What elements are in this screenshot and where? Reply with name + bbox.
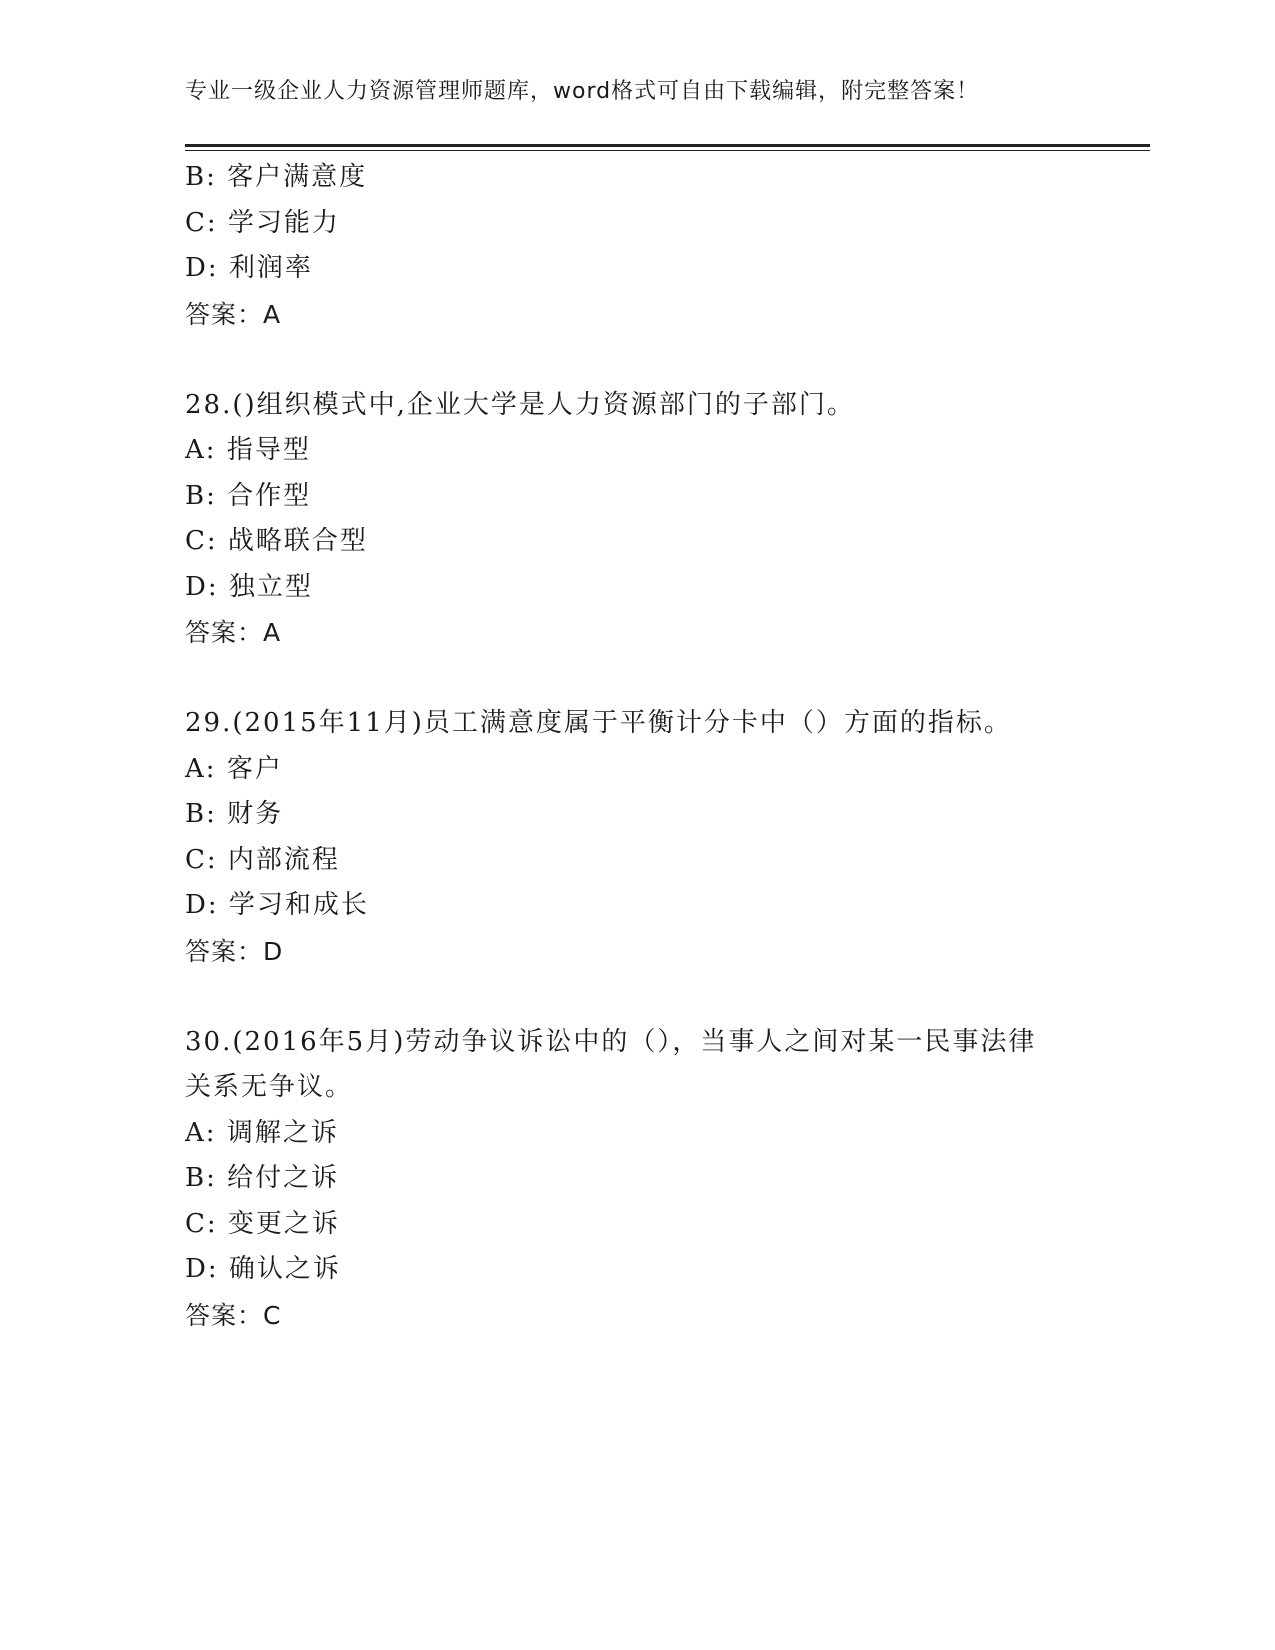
option-text: 客户 xyxy=(226,753,283,784)
option-letter: C: xyxy=(185,1208,218,1239)
option-text: 给付之诉 xyxy=(227,1163,340,1193)
question-30 xyxy=(185,1020,1085,1339)
option-text: 内部流程 xyxy=(227,844,340,875)
option-letter: B: xyxy=(185,1163,217,1193)
option-text: 独立型 xyxy=(228,571,313,602)
option-line xyxy=(185,747,1085,793)
option-line xyxy=(185,1202,1085,1248)
option-text: 学习能力 xyxy=(227,207,340,238)
option-line xyxy=(185,1247,1085,1293)
option-letter: D: xyxy=(185,253,219,283)
option-letter: B: xyxy=(185,480,217,511)
spacer xyxy=(185,974,1085,1020)
header-rule-thin xyxy=(185,150,1150,151)
question-29 xyxy=(185,701,1085,974)
option-text: 变更之诉 xyxy=(227,1208,340,1239)
option-line xyxy=(185,1156,1085,1202)
option-letter: C: xyxy=(185,844,218,875)
option-line xyxy=(185,565,1085,611)
question-stem: 关系无争议。 xyxy=(185,1072,354,1102)
option-text: 合作型 xyxy=(227,480,312,511)
question-stem: 29.(2015年11月)员工满意度属于平衡计分卡中（）方面的指标。 xyxy=(185,708,1012,738)
header-rule-thick xyxy=(185,144,1150,147)
option-letter: A: xyxy=(185,753,217,784)
answer-line: 答案：D xyxy=(185,936,284,966)
option-text: 确认之诉 xyxy=(228,1254,341,1284)
option-text: 利润率 xyxy=(228,253,313,283)
option-letter: B: xyxy=(185,799,217,829)
option-letter: B: xyxy=(185,162,217,192)
answer-line: 答案：A xyxy=(185,299,282,329)
question-continuation xyxy=(185,155,1085,337)
option-line xyxy=(185,428,1085,474)
option-letter: D: xyxy=(185,1254,219,1284)
option-line xyxy=(185,201,1085,247)
option-text: 学习和成长 xyxy=(228,890,369,920)
option-text: 战略联合型 xyxy=(227,526,368,556)
spacer xyxy=(185,656,1085,702)
option-line xyxy=(185,246,1085,292)
option-text: 客户满意度 xyxy=(227,162,368,192)
option-letter: D: xyxy=(185,571,219,602)
option-line xyxy=(185,519,1085,565)
option-line xyxy=(185,838,1085,884)
header-title: 专业一级企业人力资源管理师题库，word格式可自由下载编辑，附完整答案！ xyxy=(185,79,980,104)
answer-line: 答案：C xyxy=(185,1300,282,1330)
option-line xyxy=(185,474,1085,520)
spacer xyxy=(185,337,1085,383)
question-28 xyxy=(185,383,1085,656)
option-line xyxy=(185,155,1085,201)
option-letter: C: xyxy=(185,526,218,556)
question-stem: 30.(2016年5月)劳动争议诉讼中的（），当事人之间对某一民事法律 xyxy=(185,1026,1037,1057)
option-line xyxy=(185,1111,1085,1157)
answer-line: 答案：A xyxy=(185,618,282,647)
option-text: 指导型 xyxy=(226,435,311,465)
page-header xyxy=(185,74,979,105)
option-line xyxy=(185,883,1085,929)
question-stem: 28.()组织模式中,企业大学是人力资源部门的子部门。 xyxy=(185,389,855,420)
option-line xyxy=(185,792,1085,838)
option-text: 调解之诉 xyxy=(226,1117,339,1148)
option-letter: A: xyxy=(185,435,217,465)
option-letter: D: xyxy=(185,890,219,920)
option-letter: C: xyxy=(185,207,218,238)
option-letter: A: xyxy=(185,1117,217,1148)
option-text: 财务 xyxy=(227,799,284,829)
question-content xyxy=(185,155,1085,1338)
